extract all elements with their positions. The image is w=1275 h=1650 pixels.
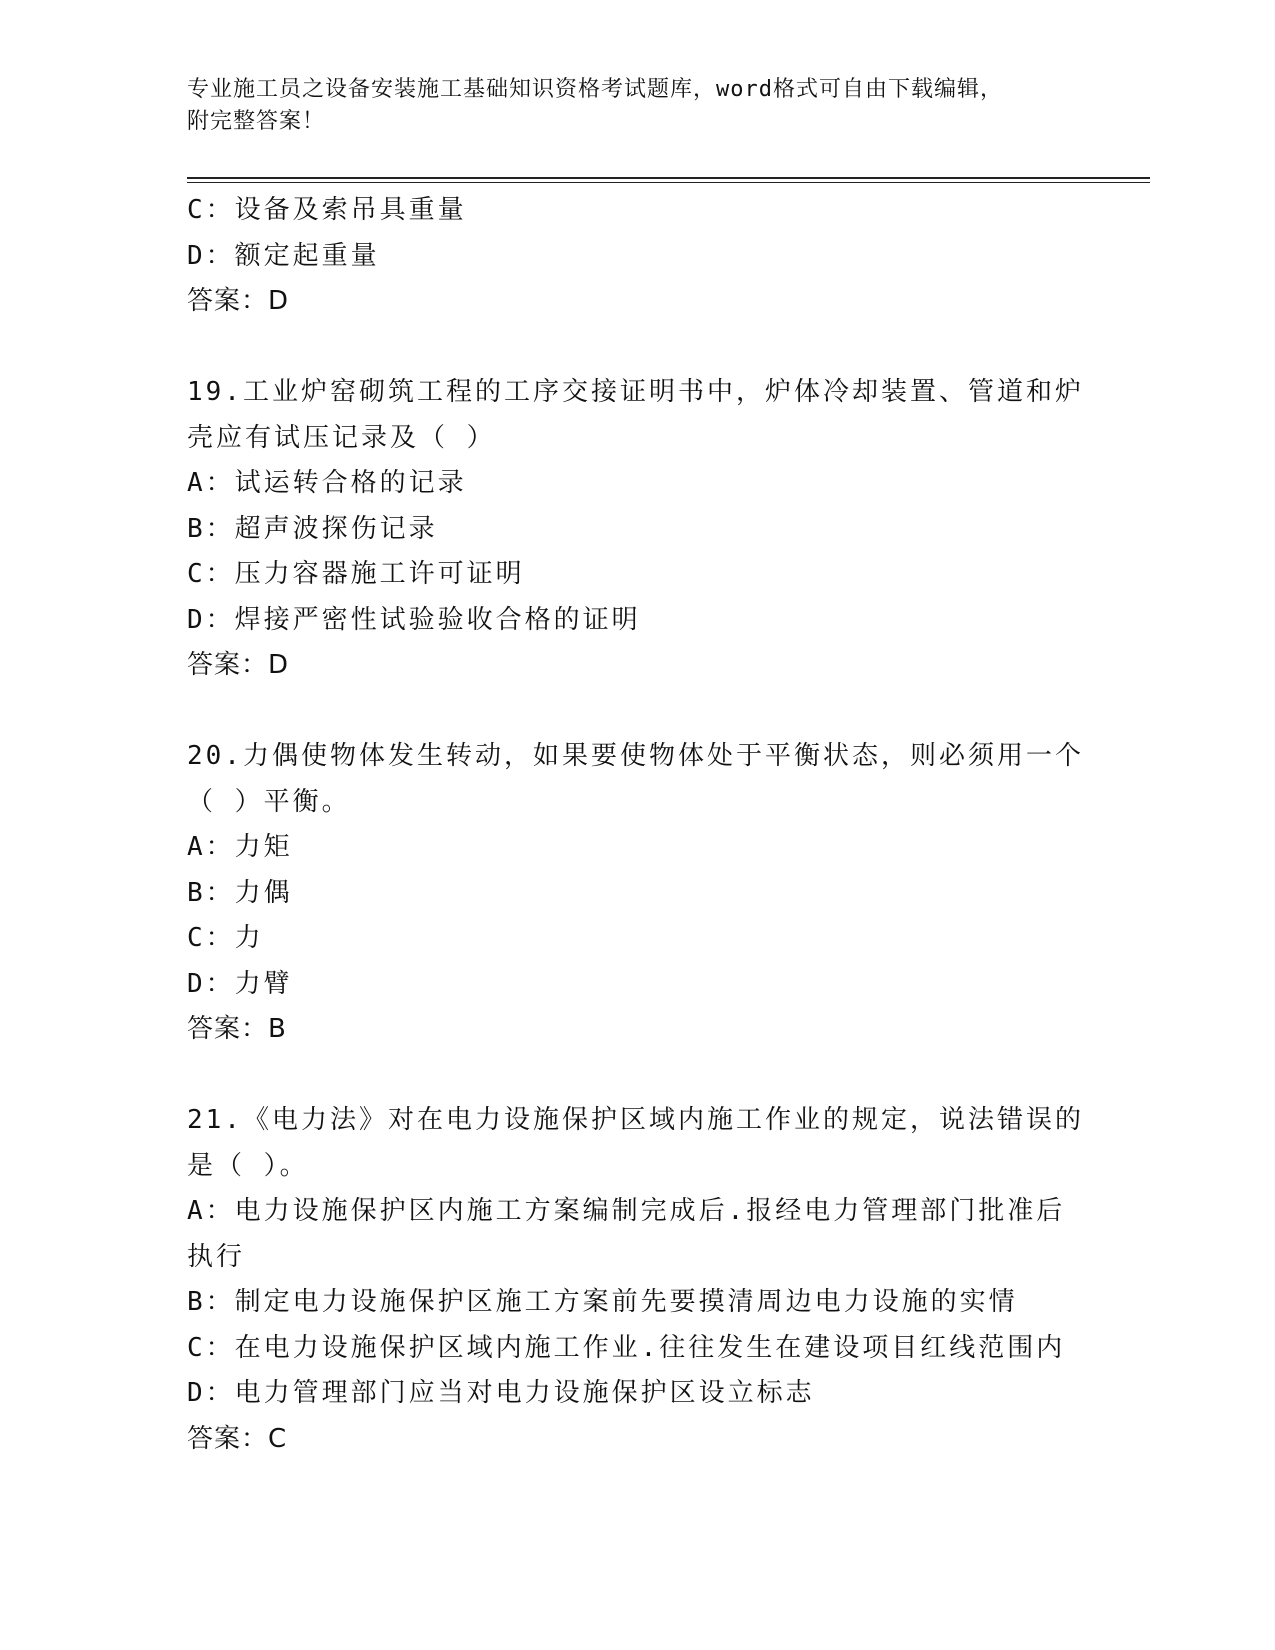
option-b: B：力偶	[187, 877, 293, 908]
option-c: C：压力容器施工许可证明	[187, 559, 525, 589]
answer: 答案：D	[187, 650, 290, 680]
option-d: D：额定起重量	[187, 240, 380, 271]
question-stem-line: 20.力偶使物体发生转动，如果要使物体处于平衡状态，则必须用一个	[187, 741, 1084, 771]
question-list	[187, 188, 1087, 1462]
question-21	[187, 1098, 1087, 1462]
option-d: D：电力管理部门应当对电力设施保护区设立标志	[187, 1378, 815, 1408]
spacer	[187, 1053, 1087, 1099]
document-header	[187, 74, 1067, 138]
previous-question-tail	[187, 188, 1087, 325]
option-c: C：力	[187, 923, 264, 953]
question-stem-line: 19.工业炉窑砌筑工程的工序交接证明书中，炉体冷却装置、管道和炉	[187, 377, 1084, 407]
spacer	[187, 689, 1087, 735]
header-divider-thick	[187, 177, 1150, 179]
option-c: C：设备及索吊具重量	[187, 195, 467, 225]
header-line-1: 专业施工员之设备安装施工基础知识资格考试题库，word格式可自由下载编辑，	[187, 77, 1003, 102]
question-stem-line: 壳应有试压记录及（ ）	[187, 422, 496, 453]
option-c: C：在电力设施保护区域内施工作业.往往发生在建设项目红线范围内	[187, 1332, 1066, 1363]
option-d: D：力臂	[187, 968, 293, 999]
option-a-continued: 执行	[187, 1241, 246, 1272]
header-divider-thin	[187, 182, 1150, 183]
option-b: B：制定电力设施保护区施工方案前先要摸清周边电力设施的实情	[187, 1287, 1018, 1317]
spacer	[187, 325, 1087, 371]
answer: 答案：C	[187, 1423, 288, 1454]
option-a: A：电力设施保护区内施工方案编制完成后.报经电力管理部门批准后	[187, 1196, 1066, 1226]
header-line-2: 附完整答案！	[187, 109, 326, 134]
option-b: B：超声波探伤记录	[187, 513, 438, 544]
option-d: D：焊接严密性试验验收合格的证明	[187, 604, 641, 635]
question-20	[187, 734, 1087, 1053]
question-stem-line: （ ）平衡。	[187, 786, 351, 817]
option-a: A：力矩	[187, 832, 293, 862]
option-a: A：试运转合格的记录	[187, 468, 467, 498]
answer: 答案：B	[187, 1014, 287, 1044]
question-19	[187, 370, 1087, 689]
answer: 答案：D	[187, 286, 290, 316]
question-stem-line: 21.《电力法》对在电力设施保护区域内施工作业的规定，说法错误的	[187, 1105, 1084, 1135]
question-stem-line: 是（ ）。	[187, 1150, 309, 1181]
